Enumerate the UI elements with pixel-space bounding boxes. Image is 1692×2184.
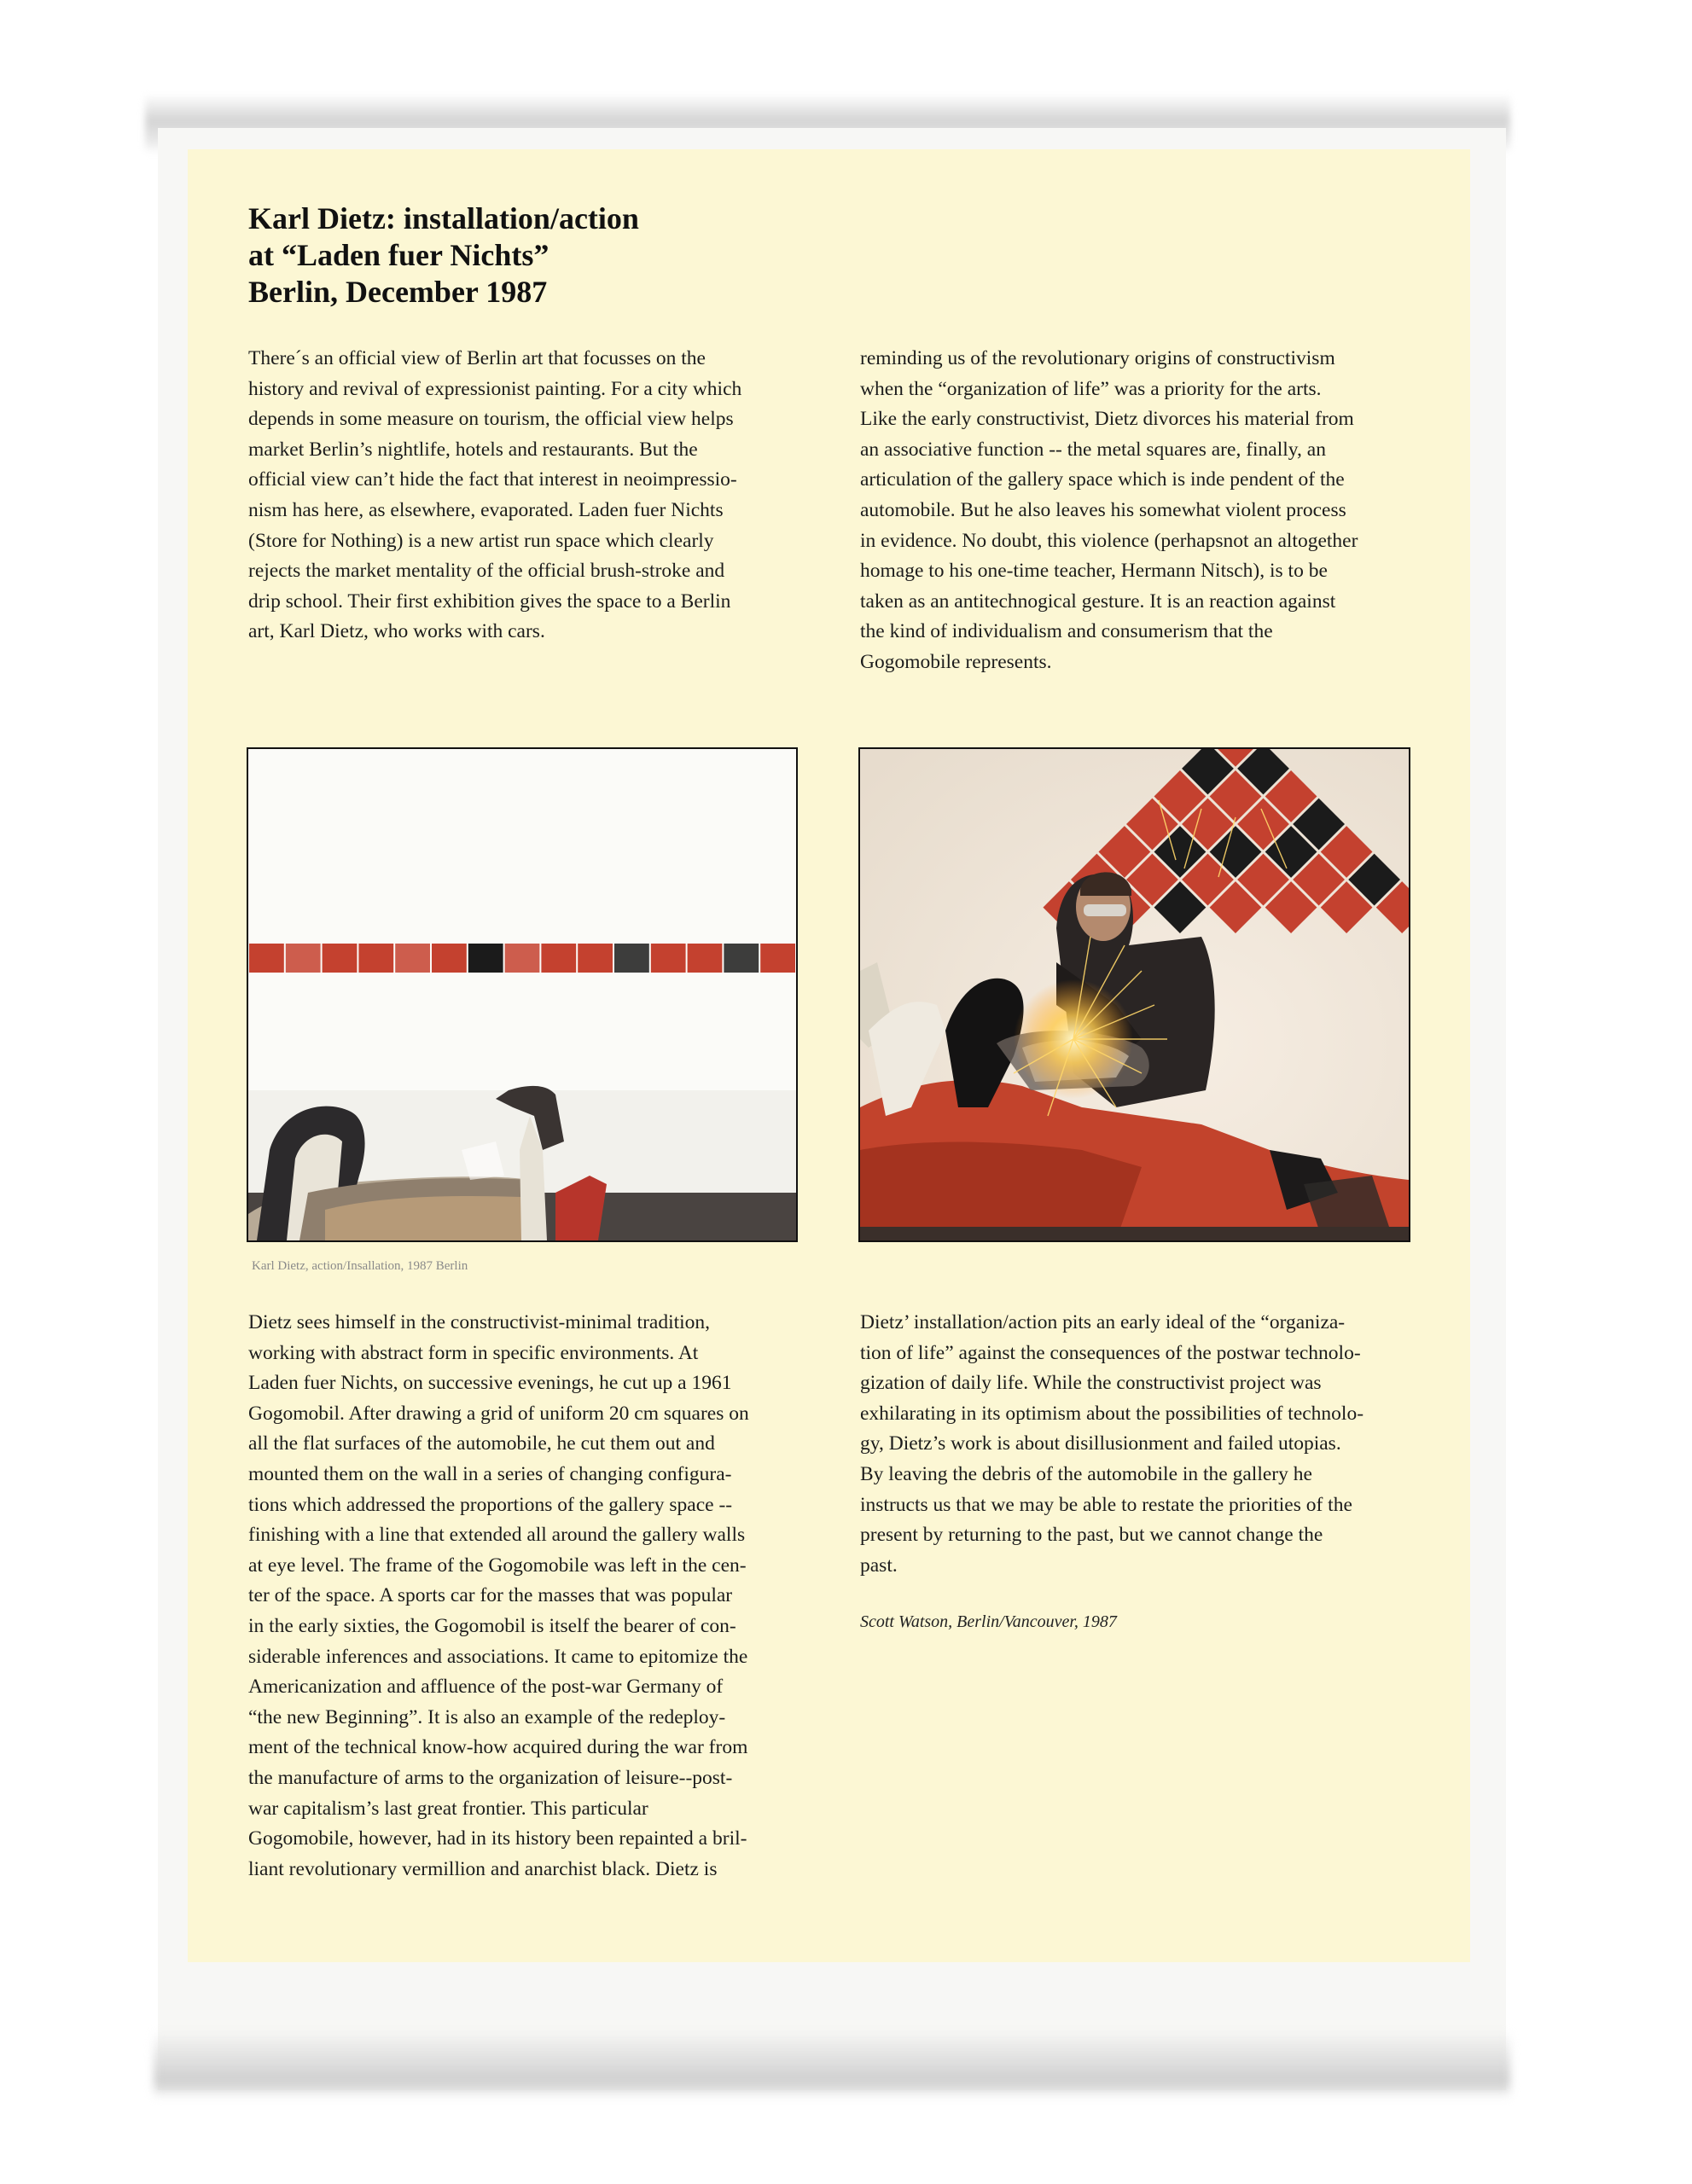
text-line: Americanization and affluence of the post-war Germany of	[248, 1676, 724, 1699]
text-line: ment of the technical know-how acquired during the war from	[248, 1736, 748, 1759]
text-line: official view can’t hide the fact that interest in neoimpressio-	[248, 468, 737, 491]
text-line: war capitalism’s last great frontier. This particular	[248, 1797, 648, 1820]
text-line: Dietz’ installation/action pits an early ideal of the “organiza-	[860, 1311, 1346, 1333]
wall-square	[724, 944, 759, 973]
text-line: history and revival of expressionist painting. For a city which	[248, 377, 742, 400]
text-line: articulation of the gallery space which is inde pendent of the	[860, 468, 1345, 491]
text-line: working with abstract form in specific environments. At	[248, 1341, 699, 1364]
text-line: Gogomobil. After drawing a grid of uniform 20 cm squares on	[248, 1402, 749, 1425]
body-column-right	[860, 1308, 1432, 1581]
title-line: Berlin, December 1987	[248, 275, 548, 309]
wall-square	[432, 944, 467, 973]
text-line: By leaving the debris of the automobile in the gallery he	[860, 1462, 1312, 1485]
intro-column-left	[248, 344, 820, 648]
text-line: Dietz sees himself in the constructivist-minimal tradition,	[248, 1311, 711, 1333]
text-line: siderable inferences and associations. It came to epitomize the	[248, 1645, 748, 1668]
photo-artist-cutting-car	[858, 747, 1410, 1242]
article-title	[248, 200, 846, 311]
wall-square	[541, 944, 576, 973]
text-line: tion of life” against the consequences of the postwar technolo-	[860, 1341, 1361, 1364]
text-line: finishing with a line that extended all around the gallery walls	[248, 1524, 746, 1547]
text-line: liant revolutionary vermillion and anarchist black. Dietz is	[248, 1857, 718, 1880]
text-line: gization of daily life. While the constructivist project was	[860, 1372, 1322, 1395]
text-line: gy, Dietz’s work is about disillusionment and failed utopias.	[860, 1432, 1341, 1455]
title-line: at “Laden fuer Nichts”	[248, 238, 549, 272]
text-line: taken as an antitechnogical gesture. It is an reaction against	[860, 590, 1336, 613]
text-line: mounted them on the wall in a series of changing configura-	[248, 1462, 732, 1485]
wall-square	[468, 944, 503, 973]
wall-square	[323, 944, 358, 973]
text-line: art, Karl Dietz, who works with cars.	[248, 620, 545, 643]
wall-square	[395, 944, 430, 973]
text-line: present by returning to the past, but we cannot change the	[860, 1524, 1323, 1547]
text-line: nism has here, as elsewhere, evaporated. Laden fuer Nichts	[248, 498, 724, 521]
text-line: depends in some measure on tourism, the official view helps	[248, 408, 734, 431]
sheet-shadow-bottom	[154, 2030, 1510, 2099]
text-line: Like the early constructivist, Dietz divorces his material from	[860, 408, 1354, 431]
text-line: all the flat surfaces of the automobile, he cut them out and	[248, 1432, 715, 1455]
wall-square	[249, 944, 284, 973]
text-line: Gogomobile represents.	[860, 650, 1052, 673]
author-signature-line: Scott Watson, Berlin/Vancouver, 1987	[860, 1612, 1117, 1631]
text-line: Laden fuer Nichts, on successive evenings, he cut up a 1961	[248, 1372, 732, 1395]
text-line: drip school. Their first exhibition gives the space to a Berlin	[248, 590, 731, 613]
text-line: instructs us that we may be able to restate the priorities of the	[860, 1493, 1352, 1516]
text-line: reminding us of the revolutionary origins of constructivism	[860, 347, 1335, 369]
text-line: the kind of individualism and consumerism that the	[860, 620, 1273, 643]
text-line: the manufacture of arms to the organization of leisure--post-	[248, 1766, 733, 1789]
wall-square	[286, 944, 321, 973]
text-line: Gogomobile, however, had in its history been repainted a bril-	[248, 1827, 747, 1850]
photo-installation-squares-line	[247, 747, 798, 1242]
text-line: an associative function -- the metal squares are, finally, an	[860, 438, 1326, 461]
text-line: “the new Beginning”. It is also an example of the redeploy-	[248, 1705, 726, 1728]
wall-square	[651, 944, 686, 973]
wall-square	[688, 944, 723, 973]
photo-caption: Karl Dietz, action/Insallation, 1987 Berlin	[252, 1259, 468, 1273]
text-line: market Berlin’s nightlife, hotels and restaurants. But the	[248, 438, 698, 461]
text-line: There´s an official view of Berlin art that focusses on the	[248, 347, 706, 369]
text-line: past.	[860, 1554, 898, 1577]
wall-square	[760, 944, 795, 973]
text-line: exhilarating in its optimism about the possibilities of technolo-	[860, 1402, 1364, 1425]
text-line: in evidence. No doubt, this violence (perhapsnot an altogether	[860, 529, 1358, 552]
wall-square	[614, 944, 649, 973]
text-line: when the “organization of life” was a priority for the arts.	[860, 377, 1322, 400]
wall-square	[578, 944, 613, 973]
text-line: in the early sixties, the Gogomobil is itself the bearer of con-	[248, 1614, 736, 1637]
text-line: automobile. But he also leaves his somewhat violent process	[860, 498, 1346, 521]
text-line: rejects the market mentality of the official brush-stroke and	[248, 560, 725, 583]
text-line: tions which addressed the proportions of the gallery space --	[248, 1493, 733, 1516]
title-line: Karl Dietz: installation/action	[248, 201, 639, 235]
text-line: at eye level. The frame of the Gogomobile was left in the cen-	[248, 1554, 747, 1577]
wall-square	[505, 944, 540, 973]
intro-column-right	[860, 344, 1432, 678]
body-column-left	[248, 1308, 820, 1885]
text-line: homage to his one-time teacher, Hermann Nitsch), is to be	[860, 560, 1328, 583]
wall-square	[358, 944, 393, 973]
text-line: (Store for Nothing) is a new artist run space which clearly	[248, 529, 714, 552]
text-line: ter of the space. A sports car for the masses that was popular	[248, 1584, 733, 1607]
